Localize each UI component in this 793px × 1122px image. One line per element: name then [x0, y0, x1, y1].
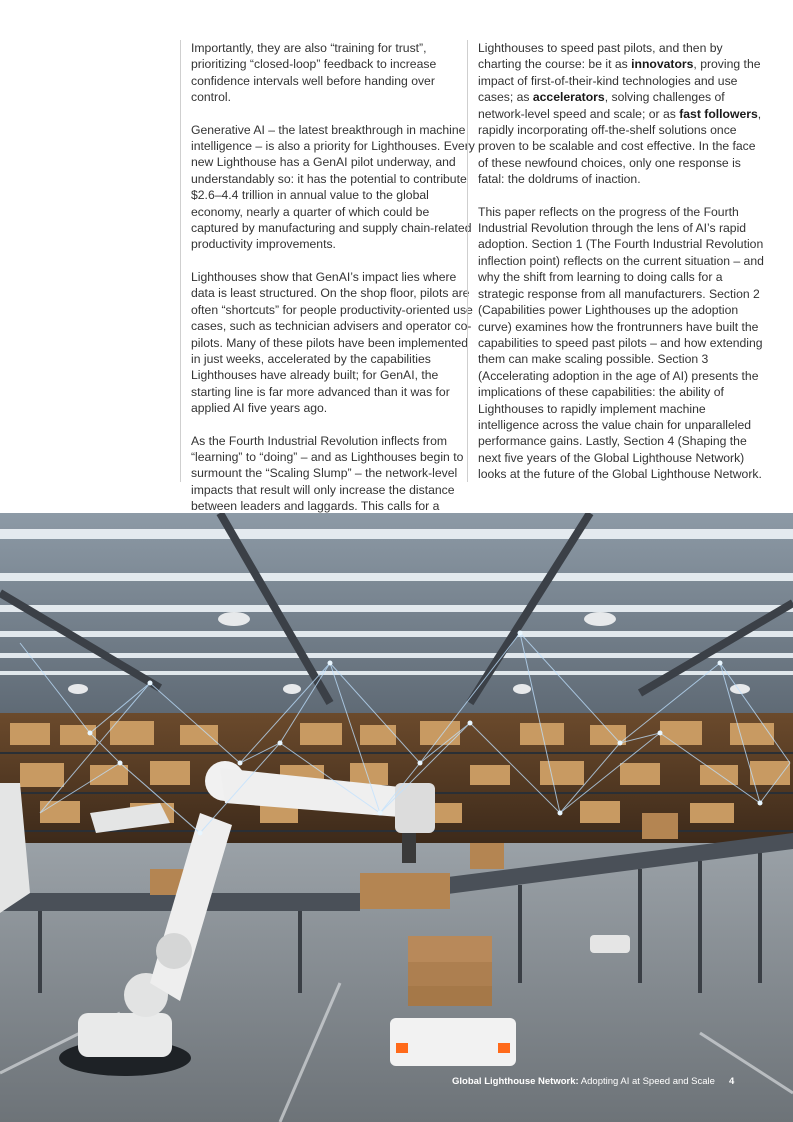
- right-text-column: [467, 40, 768, 482]
- text-run: , solving challenges of network-level speed and scale; or as: [478, 90, 725, 121]
- page-footer: [452, 1076, 772, 1087]
- paragraph: Importantly, they are also “training for trust”, prioritizing “closed-loop” feedback to increase confidence intervals well before handing over control.: [191, 41, 437, 105]
- report-subtitle: Adopting AI at Speed and Scale: [578, 1076, 715, 1087]
- text-run: , proving the impact of first-of-their-kind technologies and use cases; as: [478, 57, 761, 105]
- bold-term-accelerators: accelerators: [532, 90, 605, 105]
- text-run: , rapidly incorporating off-the-shelf solutions once proven to be scalable and cost effective. In the face of these newfound choices, only one response is fatal: the doldrums of inaction.: [478, 106, 762, 187]
- text-run: Lighthouses to speed past pilots, and then by charting the course: be it as: [478, 41, 723, 72]
- bold-term-fast-followers: fast followers: [679, 106, 758, 121]
- paragraph: Generative AI – the latest breakthrough in machine intelligence – is also a priority for Lighthouses. Every new Lighthouse has a GenAI pilot underway, and understandably so: it has the potential to contribute $2.6–4.4 trillion in annual value to the global economy, nearly a quarter of which could be captured by manufacturing and supply chain-related productivity improvements.: [191, 122, 475, 252]
- paragraph: [478, 40, 768, 188]
- paragraph: Lighthouses show that GenAI’s impact lies where data is least structured. On the shop floor, pilots are often “shortcuts” for people productivity-oriented use cases, such as technician advisers and operator co-pilots. Many of these pilots have been implemented in just weeks, accelerated by the capabilities Lighthouses have already built; for GenAI, the starting line is far more advanced than it was for applied AI five years ago.: [191, 269, 473, 416]
- paragraph: This paper reflects on the progress of the Fourth Industrial Revolution through the lens of AI’s rapid adoption. Section 1 (The Fourth Industrial Revolution inflection point) reflects on the current situation – and why the shift from learning to doing calls for a strategic response from all manufacturers. Section 2 (Capabilities power Lighthouses up the adoption curve) examines how the frontrunners have built the capabilities to speed past pilots – and how extending them can make scaling possible. Section 3 (Accelerating adoption in the age of AI) presents the implications of these capabilities: the ability of Lighthouses to rapidly implement machine intelligence across the value chain for unparalleled performance gains. Lastly, Section 4 (Shaping the next five years of the Global Lighthouse Network) looks at the future of the Global Lighthouse Network.: [478, 204, 764, 482]
- warehouse-robot-photo: [0, 513, 793, 1122]
- bold-term-innovators: innovators: [631, 57, 694, 72]
- left-text-column: [180, 40, 476, 514]
- report-name: Global Lighthouse Network:: [452, 1076, 579, 1087]
- paragraph: As the Fourth Industrial Revolution inflects from “learning” to “doing” – and as Lighthouses begin to surmount the “Scaling Slump” – the network-level impacts that result will only increase the distance between leaders and laggards. This calls for a: [191, 433, 464, 514]
- page-number: 4: [728, 1076, 735, 1087]
